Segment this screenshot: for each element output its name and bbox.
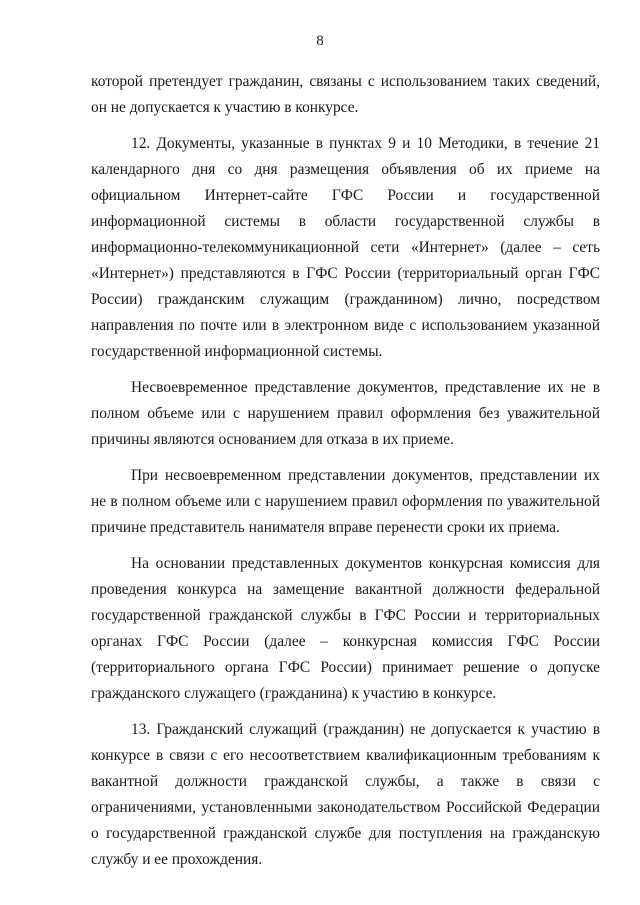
paragraph-late-submission: Несвоевременное представление документов, представление их не в полном объеме или с нарушением правил оформления без уважительной причины являются основанием для отказа в их приеме.: [91, 378, 600, 448]
paragraph-valid-reason: При несвоевременном представлении документов, представлении их не в полном объеме или с нарушением правил оформления по уважительной причине представитель нанимателя вправе перенести сроки их приема.: [91, 467, 600, 536]
paragraph-item-13: 13. Гражданский служащий (гражданин) не допускается к участию в конкурсе в связи с его несоответствием квалификационным требованиям к вакантной должности гражданской службы, а также в связи с ограничениями, установленными законодательством Российской Федерации о государственной гражданской службе для поступления на гражданскую службу и ее прохождения.: [91, 721, 600, 868]
paragraph-continuation: которой претендует гражданин, связаны с использованием таких сведений, он не допускается к участию в конкурсе.: [91, 73, 600, 116]
paragraph-item-12: 12. Документы, указанные в пунктах 9 и 10 Методики, в течение 21 календарного дня со дня размещения объявления об их приеме на официальном Интернет-сайте ГФС России и государственной информационной системы в области государственной службы в информационно-телекоммуникационной сети «Интернет» (далее – сеть «Интернет») представляются в ГФС России (территориальный орган ГФС России) гражданским служащим (гражданином) лично, посредством направления по почте или в электронном виде с использованием указанной государственной информационной системы.: [91, 135, 600, 360]
paragraph-commission-decision: На основании представленных документов конкурсная комиссия для проведения конкурса на замещение вакантной должности федеральной государственной гражданской службы в ГФС России и территориальных органах ГФС России (далее – конкурсная комиссия ГФС России (территориального органа ГФС России) принимает решение о допуске гражданского служащего (гражданина) к участию в конкурсе.: [91, 555, 600, 702]
page-number: 8: [316, 33, 324, 49]
document-body: [91, 69, 600, 873]
